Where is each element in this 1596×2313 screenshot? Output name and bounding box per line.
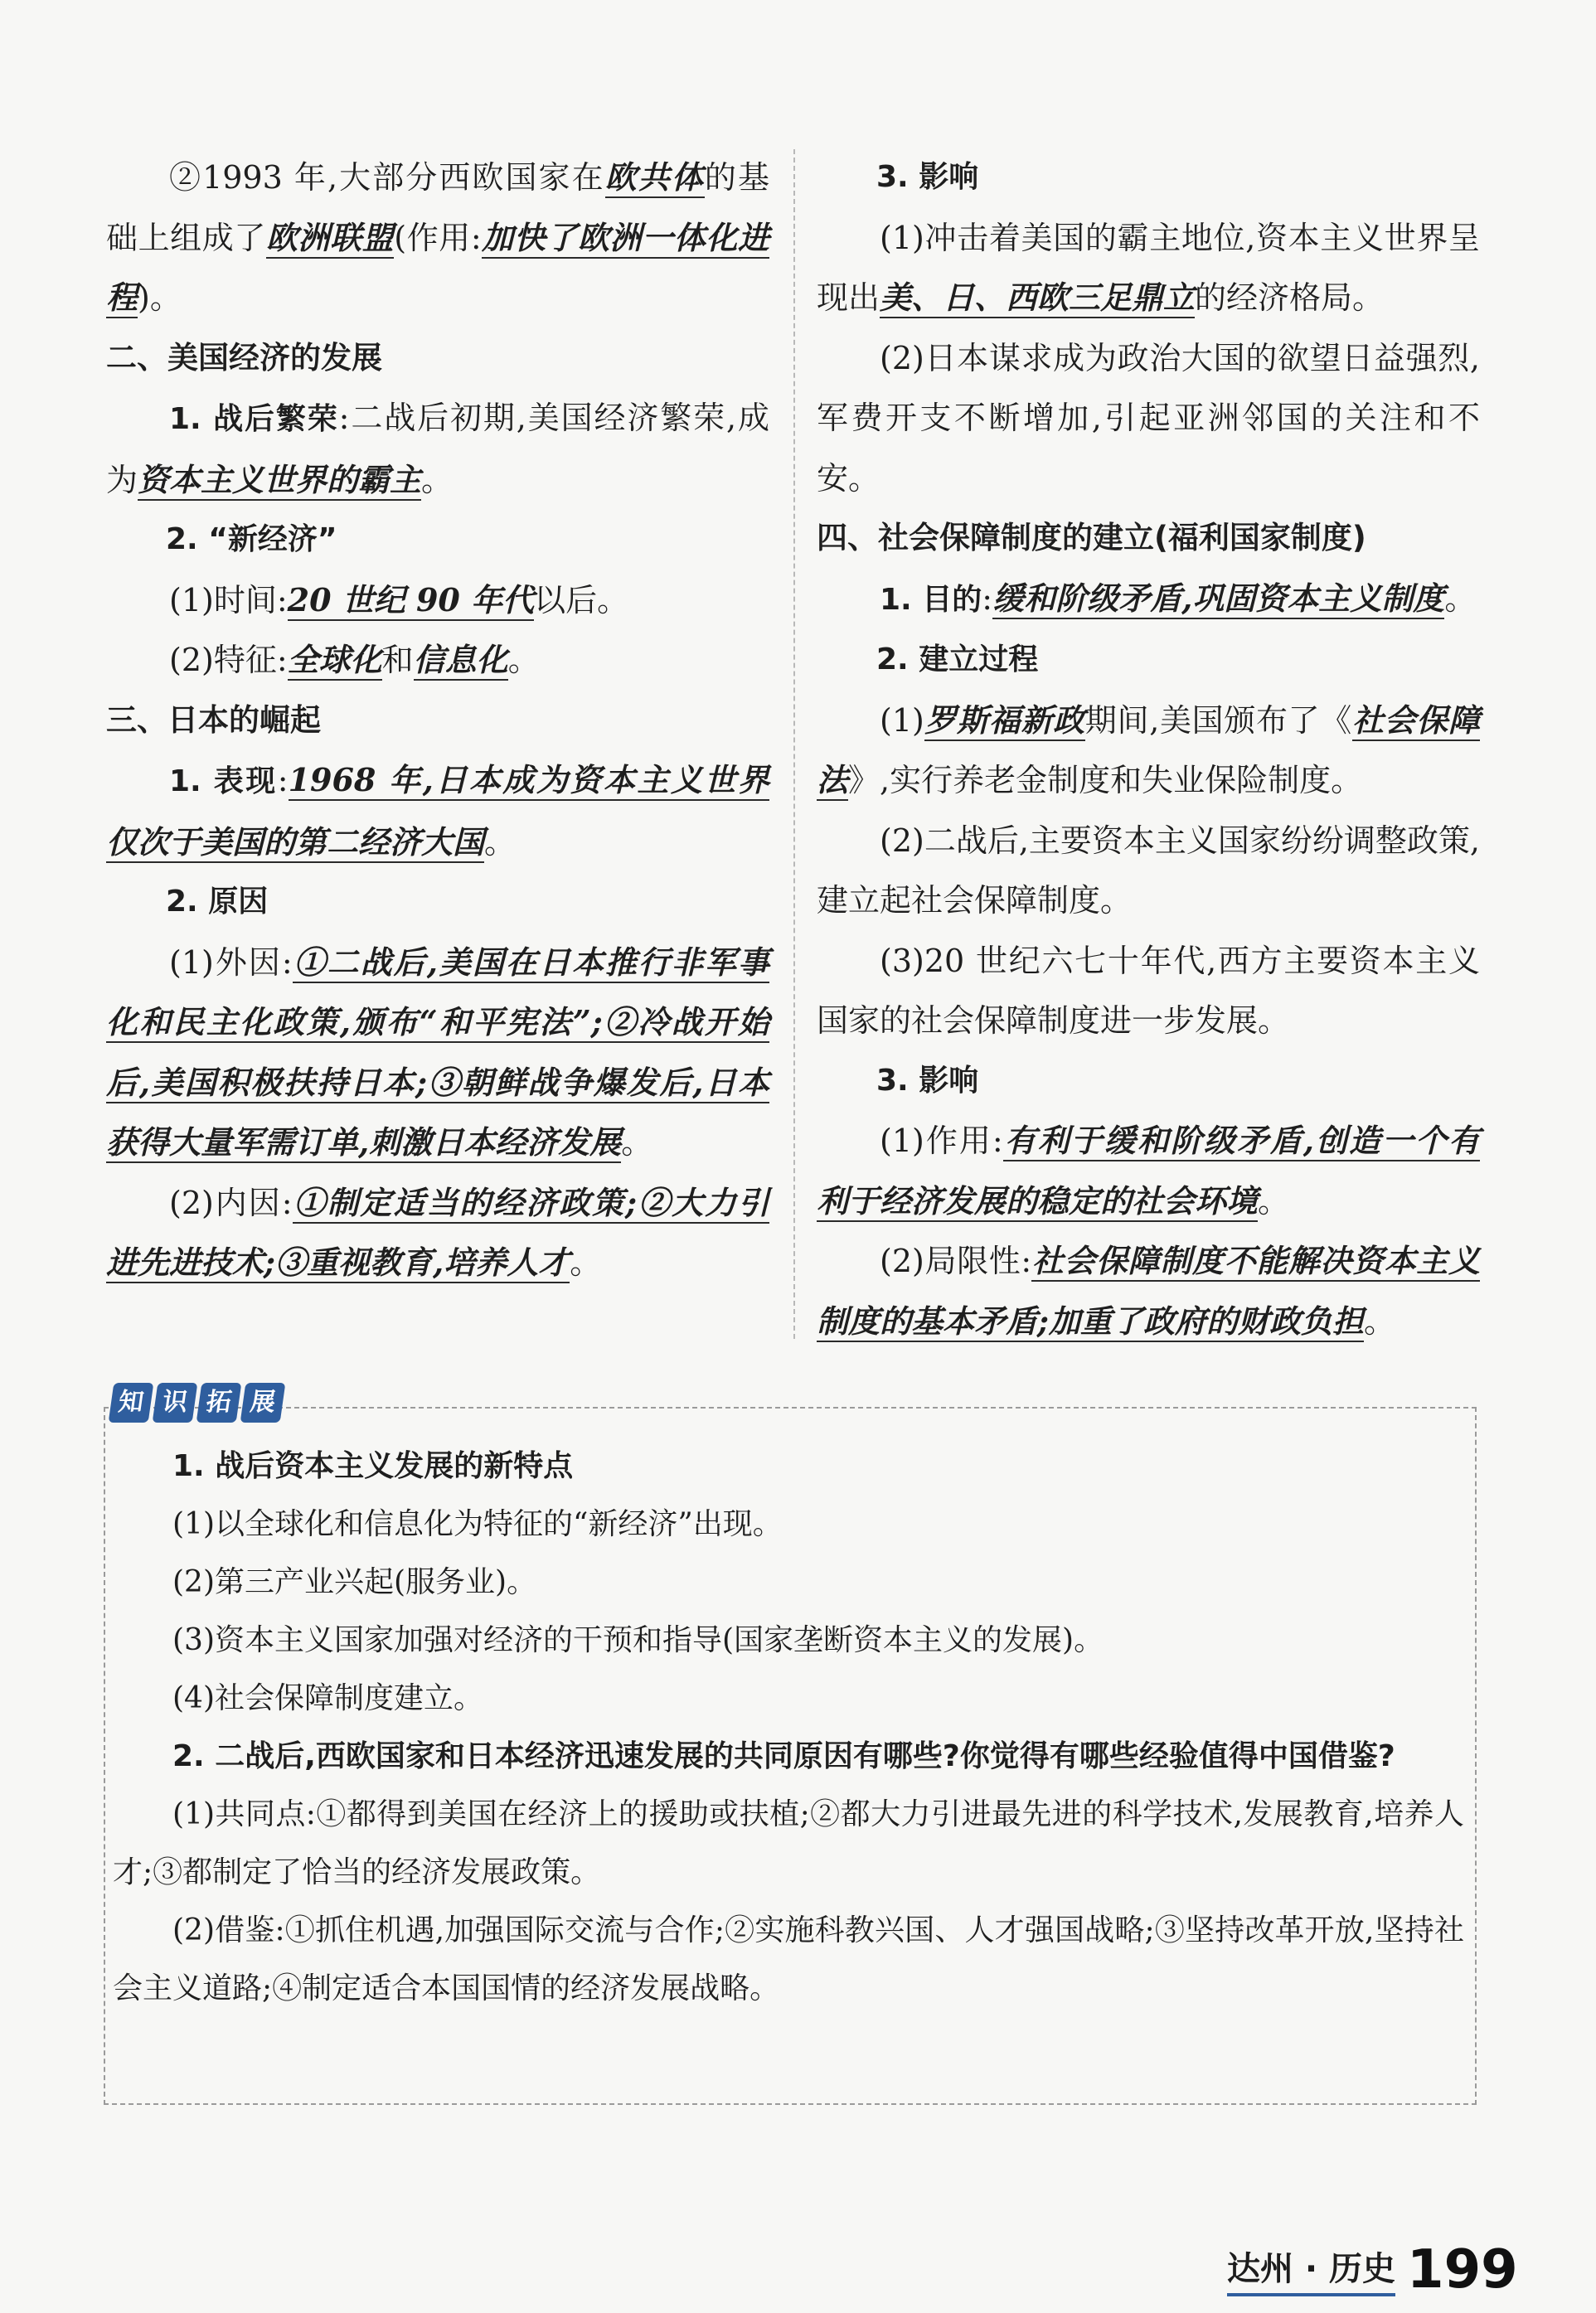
text: (2)局限性: — [880, 1243, 1032, 1279]
text: (2)特征: — [169, 642, 288, 678]
answer-time: 20 世纪 90 年代 — [288, 581, 534, 621]
eu-paragraph — [106, 148, 769, 328]
page-footer — [1227, 2239, 1518, 2301]
subheading: 1. 战后繁荣 — [169, 402, 339, 436]
text: 。 — [1444, 579, 1477, 617]
section-heading-us-economy: 二、美国经济的发展 — [106, 339, 382, 376]
japan-impact-1 — [817, 208, 1480, 328]
left-column — [106, 148, 769, 1293]
text: 。 — [1258, 1182, 1290, 1220]
text: 。 — [507, 642, 540, 678]
tag-char: 识 — [153, 1383, 198, 1423]
answer-eu-effect: 加快了欧洲一体化进程 — [106, 219, 769, 319]
subheading: 1. 目的 — [880, 582, 982, 617]
answer-informatization: 信息化 — [414, 641, 508, 681]
establishment-heading: 2. 建立过程 — [876, 642, 1039, 676]
column-divider — [793, 149, 795, 1339]
answer-tripartite: 美、日、西欧三足鼎立 — [880, 279, 1195, 318]
answer-globalization: 全球化 — [288, 641, 382, 681]
answer-ec: 欧共体 — [605, 158, 705, 198]
answer-social-security-act: 社会保障法 — [817, 701, 1480, 802]
right-column — [817, 148, 1480, 1351]
text: 以后。 — [534, 581, 629, 618]
answer-eu: 欧洲联盟 — [266, 219, 394, 259]
section-heading-japan: 三、日本的崛起 — [106, 701, 321, 738]
japan-impact-2: (2)日本谋求成为政治大国的欲望日益强烈,军费开支不断增加,引起亚洲邻国的关注和不安。 — [817, 339, 1480, 497]
text: 期间,美国颁布了《 — [1084, 701, 1352, 739]
impact-limitation — [817, 1231, 1480, 1351]
tag-char: 拓 — [196, 1383, 242, 1423]
text: 和 — [381, 642, 414, 678]
subheading: 1. 表现 — [169, 764, 278, 798]
text: 。 — [484, 823, 517, 861]
japan-internal-reasons — [106, 1173, 769, 1293]
extension-question-2: 2. 二战后,西欧国家和日本经济迅速发展的共同原因有哪些?你觉得有哪些经验值得中国借鉴? — [172, 1739, 1395, 1773]
text: (1)外因: — [169, 943, 293, 981]
knowledge-extension-content — [113, 1438, 1464, 2018]
text: (1)作用: — [880, 1123, 1003, 1159]
text: )。 — [138, 279, 182, 316]
japan-reasons-heading: 2. 原因 — [166, 885, 269, 919]
text: : — [277, 762, 289, 798]
impact-heading: 3. 影响 — [876, 1063, 979, 1098]
knowledge-extension-tag — [111, 1383, 283, 1423]
answer-internal: ①制定适当的经济政策;②大力引进先进技术;③重视教育,培养人才 — [106, 1184, 769, 1284]
answer-japan-1968: 1968 年,日本成为资本主义世界仅次于美国的第二经济大国 — [106, 761, 769, 863]
extension-question-1: 1. 战后资本主义发展的新特点 — [172, 1449, 574, 1483]
text: 的基础上组成了 — [106, 159, 769, 256]
answer-role: 有利于缓和阶级矛盾,创造一个有利于经济发展的稳定的社会环境 — [817, 1122, 1480, 1222]
extension-item: (3)资本主义国家加强对经济的干预和指导(国家垄断资本主义的发展)。 — [172, 1623, 1104, 1657]
text: (1) — [880, 701, 924, 739]
answer-limitation: 社会保障制度不能解决资本主义制度的基本矛盾;加重了政府的财政负担 — [817, 1242, 1480, 1342]
extension-answer-common: (1)共同点:①都得到美国在经济上的援助或扶植;②都大力引进最先进的科学技术,发展教育,培养人才;③都制定了恰当的经济发展政策。 — [113, 1797, 1464, 1889]
extension-item: (4)社会保障制度建立。 — [172, 1681, 483, 1715]
establishment-3: (3)20 世纪六七十年代,西方主要资本主义国家的社会保障制度进一步发展。 — [817, 942, 1480, 1039]
text: (1)冲击着美国的霸主地位,资本主义世界呈现出 — [817, 219, 1480, 316]
answer-purpose: 缓和阶级矛盾,巩固资本主义制度 — [992, 579, 1444, 619]
text: ②1993 年,大部分西欧国家在 — [169, 159, 605, 196]
extension-item: (1)以全球化和信息化为特征的“新经济”出现。 — [172, 1507, 783, 1541]
text: 的经济格局。 — [1195, 279, 1385, 316]
new-economy-heading: 2. “新经济” — [166, 522, 337, 556]
japan-performance — [106, 750, 769, 872]
new-economy-features — [106, 630, 769, 691]
text: (2)内因: — [169, 1184, 293, 1221]
impact-role — [817, 1111, 1480, 1231]
answer-external: ①二战后,美国在日本推行非军事化和民主化政策,颁布“和平宪法”;②冷战开始后,美国积极扶持日本;③朝鲜战争爆发后,日本获得大量军需订单,刺激日本经济发展 — [106, 943, 769, 1164]
text: 。 — [621, 1124, 653, 1161]
establishment-2: (2)二战后,主要资本主义国家纷纷调整政策,建立起社会保障制度。 — [817, 822, 1480, 919]
text: (1)时间: — [169, 581, 288, 618]
social-security-purpose — [817, 569, 1480, 631]
book-label: 达州 · 历史 — [1227, 2243, 1395, 2296]
japan-external-reasons — [106, 933, 769, 1173]
answer-hegemon: 资本主义世界的霸主 — [138, 461, 421, 501]
extension-item: (2)第三产业兴起(服务业)。 — [172, 1565, 537, 1599]
text: :二战后初期,美国经济繁荣,成为 — [106, 400, 769, 498]
tag-char: 知 — [109, 1383, 154, 1423]
establishment-1 — [817, 691, 1480, 811]
text: 。 — [421, 461, 454, 498]
answer-new-deal: 罗斯福新政 — [924, 701, 1085, 741]
postwar-prosperity-paragraph — [106, 388, 769, 510]
new-economy-time — [106, 570, 769, 631]
text: 。 — [1364, 1302, 1396, 1340]
page-number: 199 — [1407, 2239, 1518, 2301]
tag-char: 展 — [240, 1383, 286, 1423]
text: (作用: — [394, 219, 482, 256]
section-heading-social-security: 四、社会保障制度的建立(福利国家制度) — [817, 520, 1366, 555]
text: : — [982, 579, 993, 617]
text: 》,实行养老金制度和失业保险制度。 — [848, 762, 1363, 798]
extension-answer-lessons: (2)借鉴:①抓住机遇,加强国际交流与合作;②实施科教兴国、人才强国战略;③坚持改革开放,坚持社会主义道路;④制定适合本国国情的经济发展战略。 — [113, 1913, 1464, 2005]
text: 。 — [570, 1244, 602, 1281]
japan-impact-heading: 3. 影响 — [876, 160, 979, 194]
